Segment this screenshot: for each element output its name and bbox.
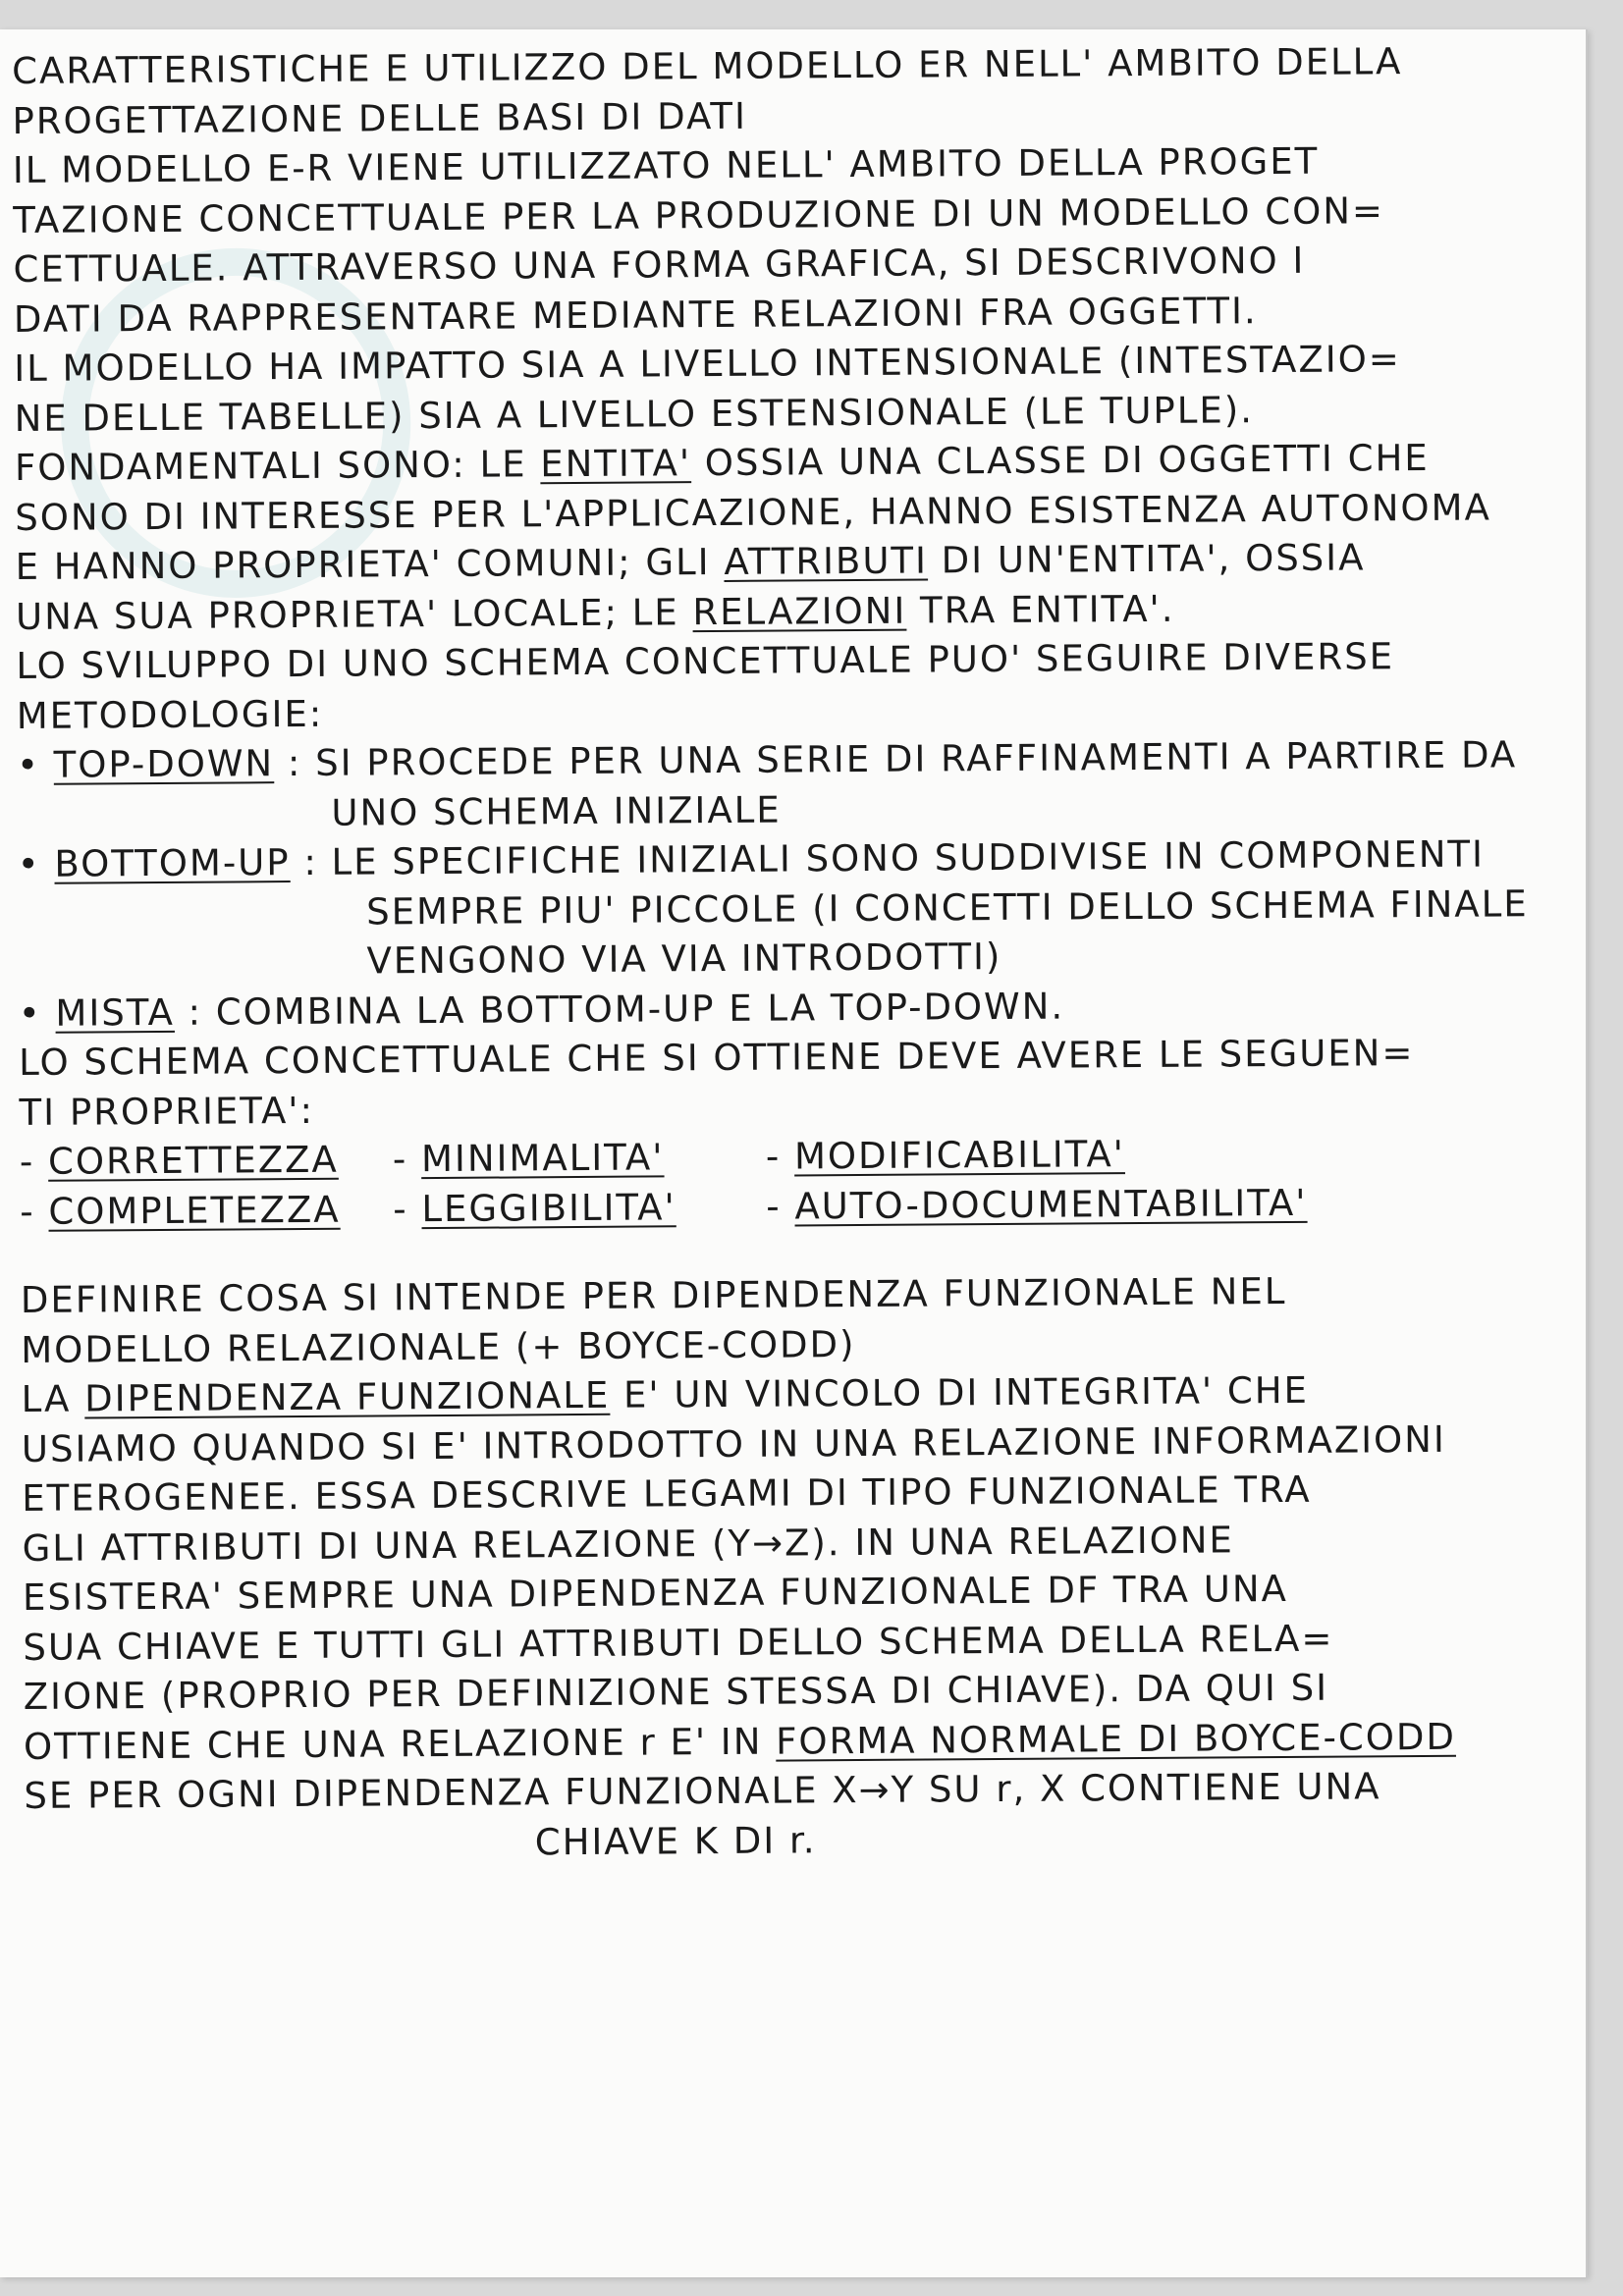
question-line: MODELLO RELAZIONALE (+ BOYCE-CODD) bbox=[21, 1322, 856, 1371]
method-text: : LE SPECIFICHE INIZIALI SONO SUDDIVISE IN COMPONENTI bbox=[290, 832, 1486, 884]
bullet: • bbox=[18, 991, 42, 1035]
text-line: SE PER OGNI DIPENDENZA FUNZIONALE X→Y SU r, X CONTIENE UNA bbox=[24, 1765, 1381, 1817]
property-name: AUTO-DOCUMENTABILITA' bbox=[794, 1181, 1308, 1227]
text-span: TRA ENTITA'. bbox=[906, 587, 1175, 632]
property-item bbox=[393, 1133, 766, 1185]
title-line-2: PROGETTAZIONE DELLE BASI DI DATI bbox=[12, 94, 748, 142]
text-span: UNA SUA PROPRIETA' LOCALE; LE bbox=[15, 590, 693, 638]
text-span: E HANNO PROPRIETA' COMUNI; GLI bbox=[15, 540, 725, 588]
property-name: LEGGIBILITA' bbox=[421, 1185, 676, 1230]
text-span: DI UN'ENTITA', OSSIA bbox=[927, 536, 1366, 582]
property-name: CORRETTEZZA bbox=[47, 1138, 339, 1183]
property-item bbox=[20, 1185, 393, 1237]
dash: - bbox=[392, 1138, 422, 1181]
dash: - bbox=[19, 1140, 49, 1183]
text-line: IL MODELLO HA IMPATTO SIA A LIVELLO INTENSIONALE (INTESTAZIO= bbox=[14, 338, 1401, 390]
method-name: BOTTOM-UP bbox=[54, 841, 291, 885]
title-line-1: CARATTERISTICHE E UTILIZZO DEL MODELLO ER NELL' AMBITO DELLA bbox=[12, 40, 1403, 92]
method-text: SEMPRE PIU' PICCOLE (I CONCETTI DELLO SCHEMA FINALE bbox=[366, 881, 1529, 933]
text-line: ETEROGENEE. ESSA DESCRIVE LEGAMI DI TIPO FUNZIONALE TRA bbox=[22, 1468, 1312, 1520]
dash: - bbox=[20, 1190, 49, 1233]
method-text: : COMBINA LA BOTTOM-UP E LA TOP-DOWN. bbox=[174, 985, 1065, 1034]
dash: - bbox=[766, 1184, 795, 1228]
text-line: IL MODELLO E-R VIENE UTILIZZATO NELL' AMBITO DELLA PROGET bbox=[12, 139, 1320, 191]
property-item bbox=[393, 1182, 766, 1234]
term-relazioni: RELAZIONI bbox=[692, 589, 907, 633]
text-line: SUA CHIAVE E TUTTI GLI ATTRIBUTI DELLO SCHEMA DELLA RELA= bbox=[23, 1617, 1334, 1669]
text-line: CHIAVE K DI r. bbox=[534, 1818, 817, 1863]
method-text: : SI PROCEDE PER UNA SERIE DI RAFFINAMENTI A PARTIRE DA bbox=[273, 733, 1518, 785]
text-span: FONDAMENTALI SONO: LE bbox=[14, 443, 541, 489]
dash: - bbox=[765, 1135, 795, 1178]
question-line: DEFINIRE COSA SI INTENDE PER DIPENDENZA FUNZIONALE NEL bbox=[20, 1269, 1287, 1321]
method-name: MISTA bbox=[55, 990, 175, 1035]
text-line: NE DELLE TABELLE) SIA A LIVELLO ESTENSIONALE (LE TUPLE). bbox=[14, 388, 1255, 440]
text-line: TI PROPRIETA': bbox=[19, 1089, 315, 1134]
property-name: COMPLETEZZA bbox=[48, 1188, 341, 1233]
text-line: LO SCHEMA CONCETTUALE CHE SI OTTIENE DEVE AVERE LE SEGUEN= bbox=[19, 1032, 1415, 1084]
text-span: OTTIENE CHE UNA RELAZIONE r E' IN bbox=[23, 1720, 777, 1768]
text-line: SONO DI INTERESSE PER L'APPLICAZIONE, HANNO ESISTENZA AUTONOMA bbox=[15, 485, 1491, 539]
text-line: ESISTERA' SEMPRE UNA DIPENDENZA FUNZIONALE DF TRA UNA bbox=[22, 1567, 1289, 1619]
term-bcnf: FORMA NORMALE DI BOYCE-CODD bbox=[776, 1715, 1456, 1763]
term-dipendenza-funzionale: DIPENDENZA FUNZIONALE bbox=[84, 1373, 611, 1420]
property-name: MODIFICABILITA' bbox=[793, 1133, 1126, 1178]
term-entita: ENTITA' bbox=[540, 442, 692, 486]
method-name: TOP-DOWN bbox=[53, 742, 275, 786]
text-line: DATI DA RAPPRESENTARE MEDIANTE RELAZIONI FRA OGGETTI. bbox=[13, 289, 1258, 341]
text-line: TAZIONE CONCETTUALE PER LA PRODUZIONE DI UN MODELLO CON= bbox=[13, 188, 1385, 241]
text-span: E' UN VINCOLO DI INTEGRITA' CHE bbox=[610, 1368, 1310, 1416]
method-text: VENGONO VIA VIA INTRODOTTI) bbox=[366, 934, 1002, 983]
property-name: MINIMALITA' bbox=[420, 1136, 665, 1181]
text-line: GLI ATTRIBUTI DI UNA RELAZIONE (Y→Z). IN UNA RELAZIONE bbox=[22, 1518, 1234, 1570]
page-text bbox=[12, 36, 1581, 1871]
method-text: UNO SCHEMA INIZIALE bbox=[331, 788, 782, 834]
property-item bbox=[766, 1178, 1308, 1231]
dash: - bbox=[393, 1187, 422, 1230]
text-span: LA bbox=[21, 1377, 85, 1420]
term-attributi: ATTRIBUTI bbox=[724, 539, 929, 583]
property-item bbox=[766, 1130, 1125, 1182]
handwritten-page bbox=[0, 29, 1588, 2277]
text-line: CETTUALE. ATTRAVERSO UNA FORMA GRAFICA, SI DESCRIVONO I bbox=[13, 239, 1306, 291]
text-line: METODOLOGIE: bbox=[16, 692, 324, 737]
text-line: LO SVILUPPO DI UNO SCHEMA CONCETTUALE PUO' SEGUIRE DIVERSE bbox=[16, 635, 1395, 687]
bullet: • bbox=[17, 842, 41, 885]
text-span: OSSIA UNA CLASSE DI OGGETTI CHE bbox=[690, 436, 1430, 485]
text-line: ZIONE (PROPRIO PER DEFINIZIONE STESSA DI CHIAVE). DA QUI SI bbox=[23, 1666, 1329, 1718]
property-item bbox=[20, 1135, 393, 1187]
text-line: USIAMO QUANDO SI E' INTRODOTTO IN UNA RELAZIONE INFORMAZIONI bbox=[21, 1417, 1446, 1470]
bullet: • bbox=[16, 743, 41, 786]
